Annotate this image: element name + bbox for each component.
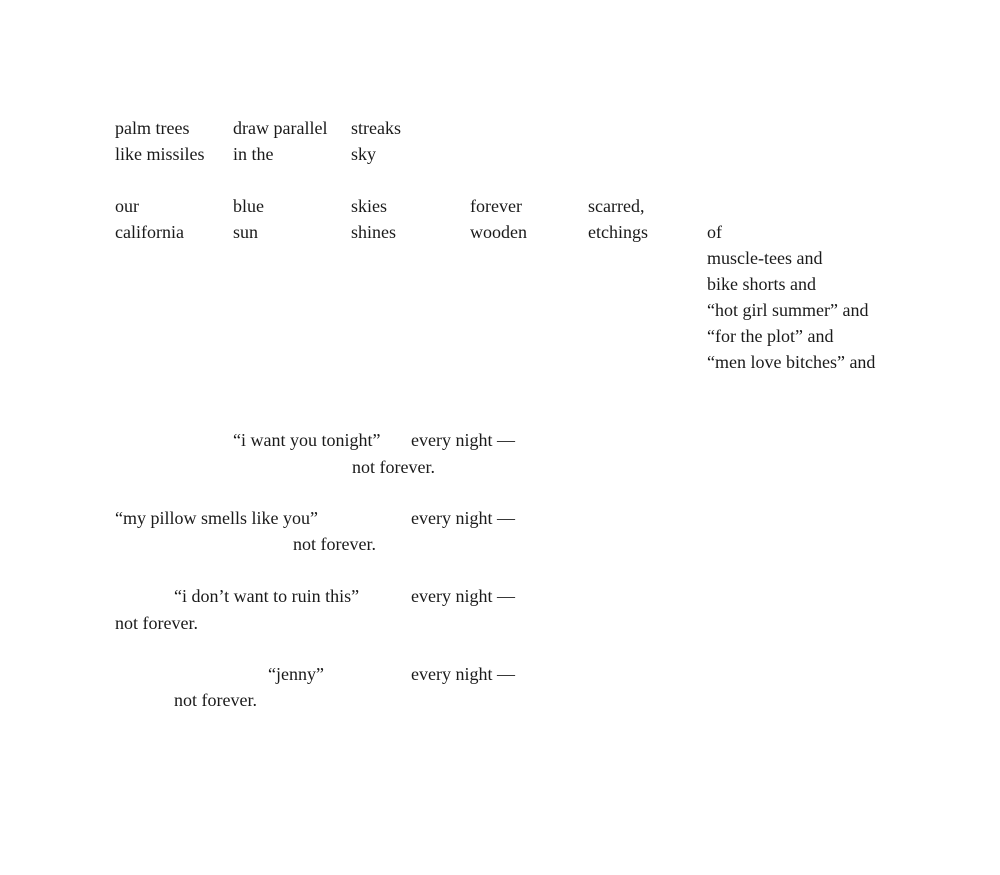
refrain-not-forever: not forever. [293, 534, 376, 554]
refrain-quote: “jenny” [268, 664, 324, 684]
poem-list-line: “men love bitches” and [707, 352, 876, 372]
refrain-every-night: every night — [411, 508, 515, 528]
poem-word: in the [233, 144, 274, 164]
poem-list-line: “for the plot” and [707, 326, 834, 346]
poem-word: blue [233, 196, 264, 216]
poem-word: like missiles [115, 144, 205, 164]
refrain-quote: “my pillow smells like you” [115, 508, 318, 528]
poem-word: streaks [351, 118, 401, 138]
poem-word: palm trees [115, 118, 190, 138]
refrain-every-night: every night — [411, 664, 515, 684]
poem-word: forever [470, 196, 522, 216]
poem-list-line: bike shorts and [707, 274, 816, 294]
refrain-not-forever: not forever. [174, 690, 257, 710]
poem-list-line: “hot girl summer” and [707, 300, 869, 320]
refrain-quote: “i don’t want to ruin this” [174, 586, 360, 606]
poem-word: sun [233, 222, 259, 242]
poem-list-line: muscle-tees and [707, 248, 823, 268]
poem-word: etchings [588, 222, 648, 242]
refrain-every-night: every night — [411, 586, 515, 606]
poem-word: skies [351, 196, 387, 216]
refrain-not-forever: not forever. [115, 613, 198, 633]
refrain-every-night: every night — [411, 430, 515, 450]
poem-word: california [115, 222, 184, 242]
refrain-quote: “i want you tonight” [233, 430, 381, 450]
refrain-not-forever: not forever. [352, 457, 435, 477]
poem-word: scarred, [588, 196, 645, 216]
poem-word: shines [351, 222, 396, 242]
poem-word: draw parallel [233, 118, 328, 138]
poem-word: our [115, 196, 139, 216]
poem-word: sky [351, 144, 377, 164]
poem-word: wooden [470, 222, 527, 242]
poem-word: of [707, 222, 722, 242]
